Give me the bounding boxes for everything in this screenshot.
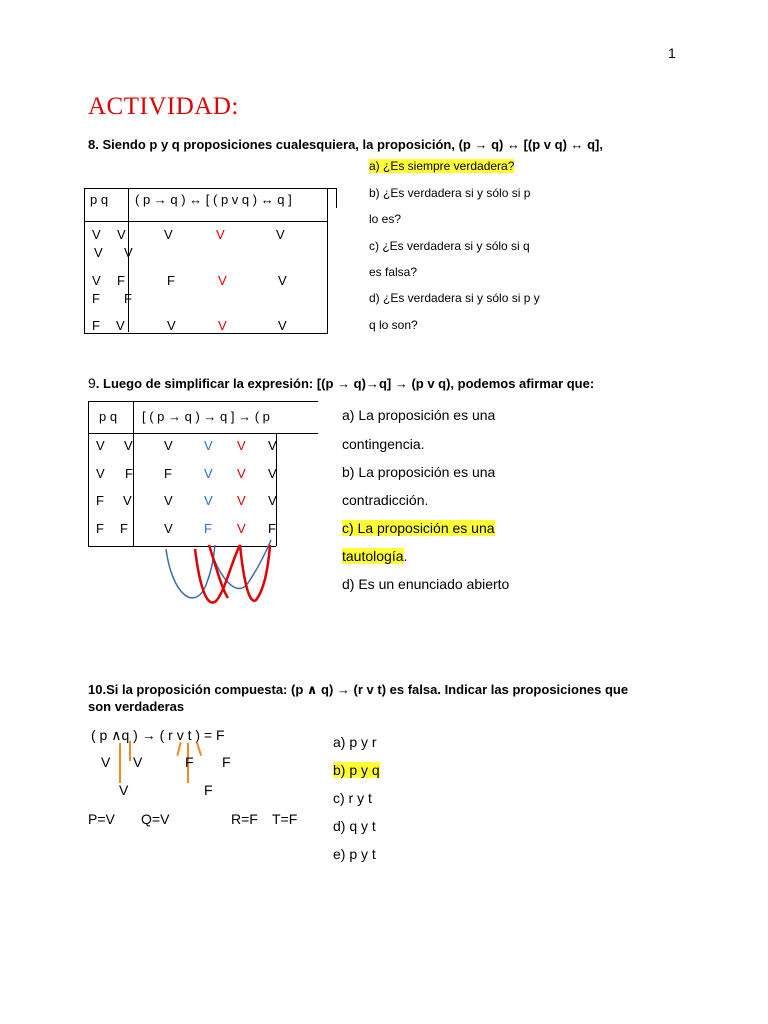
q9-option-c: c) La proposición es una (342, 520, 495, 536)
q10-assign-t: T=F (272, 811, 298, 827)
q9-r3-c4: V (268, 493, 277, 508)
q8-option-d-cont: q lo son? (369, 318, 418, 332)
q9-statement-text: . Luego de simplificar la expresión: [(p → q)→q] → (p v q), podemos afirmar que: (95, 376, 595, 391)
q9-option-c-period: . (403, 548, 408, 564)
q9-r2-c2: V (204, 466, 213, 481)
q8-r1-c3: V (276, 227, 285, 242)
q8-statement: 8. Siendo p y q proposiciones cualesquiera, la proposición, (p → q) ↔ [(p v q) ↔ q], (88, 137, 603, 152)
q8-r1-p: V (92, 227, 101, 242)
q9-r2-c3: V (237, 466, 246, 481)
q10-expression: ( p ∧q ) → ( r v t ) = F (91, 727, 225, 743)
q8-r2-c2: V (218, 273, 227, 288)
q8-r1-extra-q: V (124, 245, 133, 260)
q9-r2-c4: V (268, 466, 277, 481)
q9-r3-q: V (123, 493, 132, 508)
q9-r3-c1: V (164, 493, 173, 508)
blue-curve-1 (166, 545, 215, 598)
q9-r4-c1: V (164, 521, 173, 536)
q9-r4-q: F (120, 521, 128, 536)
q9-r3-p: F (96, 493, 104, 508)
q8-r2-c3: V (278, 273, 287, 288)
q8-r2-extra-p: F (92, 291, 100, 306)
q9-r1-q: V (124, 438, 133, 453)
q10-row2-f: F (204, 782, 213, 798)
q9-number: 9 (88, 375, 96, 391)
q10-option-a: a) p y r (333, 734, 377, 750)
q9-header-expr: [ ( p → q ) → q ] → ( p (142, 409, 270, 424)
q9-r4-c3: V (237, 521, 246, 536)
q9-r1-c2: V (204, 438, 213, 453)
q9-r2-c1: F (164, 466, 172, 481)
q8-header-expr: ( p → q ) ↔ [ ( p v q ) ↔ q ] (135, 192, 292, 207)
q9-r4-c2: F (204, 521, 212, 536)
q10-row1-v1: V (101, 754, 111, 770)
q8-r3-c2: V (218, 318, 227, 333)
q8-r1-q: V (117, 227, 126, 242)
q9-option-a-cont: contingencia. (342, 436, 425, 452)
q9-r1-p: V (96, 438, 105, 453)
q8-option-c-cont: es falsa? (369, 265, 418, 279)
q9-header-pq: p q (99, 409, 118, 424)
q10-assign-r: R=F (231, 811, 258, 827)
orange-mark-2 (129, 741, 131, 761)
q8-r2-p: V (92, 273, 101, 288)
q10-row2-v: V (119, 782, 129, 798)
q9-option-c-highlight: tautología (342, 548, 404, 564)
q8-r3-p: F (92, 318, 100, 333)
q8-option-b: b) ¿Es verdadera si y sólo si p (369, 186, 531, 200)
q8-header-pq: p q (90, 192, 109, 207)
page-title: ACTIVIDAD: (88, 93, 239, 120)
q9-option-a: a) La proposición es una (342, 407, 496, 423)
q10-option-d: d) q y t (333, 818, 376, 834)
q10-option-c: c) r y t (333, 790, 372, 806)
q9-option-d: d) Es un enunciado abierto (342, 576, 510, 592)
page-number: 1 (668, 45, 676, 61)
q8-r2-q: F (117, 273, 125, 288)
q9-r1-c1: V (164, 438, 173, 453)
q9-r4-p: F (96, 521, 104, 536)
q10-option-e: e) p y t (333, 846, 376, 862)
q8-option-c: c) ¿Es verdadera si y sólo si q (369, 239, 530, 253)
q8-r1-c2: V (216, 227, 225, 242)
q10-assign-p: P=V (88, 811, 115, 827)
q9-option-b-cont: contradicción. (342, 492, 429, 508)
q10-statement-line2: son verdaderas (88, 699, 185, 714)
q10-statement-line1: 10.Si la proposición compuesta: (p ∧ q) → (r v t) es falsa. Indicar las proposiciones que (88, 682, 629, 697)
orange-mark-1 (119, 743, 121, 783)
q8-r3-c3: V (278, 318, 287, 333)
q10-option-b: b) p y q (333, 762, 380, 778)
q8-r1-extra-p: V (94, 245, 103, 260)
q9-r3-c2: V (204, 493, 213, 508)
q9-r3-c3: V (237, 493, 246, 508)
q9-option-b: b) La proposición es una (342, 464, 496, 480)
q10-row1-f2: F (222, 754, 231, 770)
q8-r1-c1: V (164, 227, 173, 242)
q8-option-d: d) ¿Es verdadera si y sólo si p y (369, 291, 540, 305)
q10-row1-f1: F (185, 754, 194, 770)
q10-row1-v2: V (133, 754, 143, 770)
q9-r1-c4: V (268, 438, 277, 453)
q8-r2-extra-q: F (124, 291, 132, 306)
q9-r2-q: F (125, 466, 133, 481)
q9-r4-c4: F (268, 521, 276, 536)
q8-r2-c1: F (167, 273, 175, 288)
q9-r2-p: V (96, 466, 105, 481)
q8-option-b-cont: lo es? (369, 212, 402, 226)
q8-r3-q: V (116, 318, 125, 333)
q8-r3-c1: V (167, 318, 176, 333)
q8-option-a: a) ¿Es siempre verdadera? (369, 159, 515, 173)
q10-assign-q: Q=V (141, 811, 170, 827)
red-curve-3 (209, 545, 228, 598)
q9-r1-c3: V (237, 438, 246, 453)
